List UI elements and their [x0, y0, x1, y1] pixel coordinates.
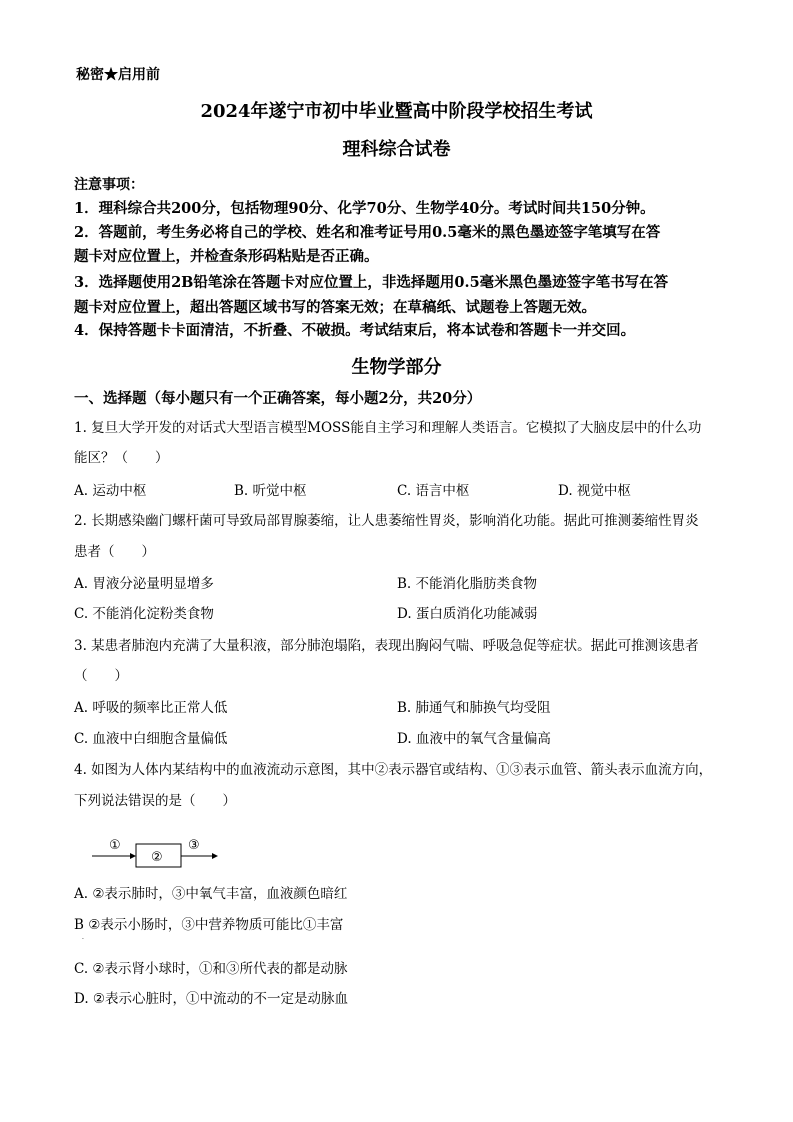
stray-dot: ·	[82, 936, 84, 943]
q3-stem-line2: （ ）	[74, 668, 128, 684]
q2-stem-line2: 患者（ ）	[74, 544, 155, 560]
label-vessel-1: ①	[109, 838, 121, 853]
q3-option-c: C. 血液中白细胞含量偏低	[74, 731, 228, 747]
section-title: 生物学部分	[351, 357, 442, 378]
q1-option-a: A. 运动中枢	[74, 483, 147, 499]
q3-stem-line1: 3. 某患者肺泡内充满了大量积液，部分肺泡塌陷，表现出胸闷气喘、呼吸急促等症状。据此可推测该患者	[74, 638, 699, 654]
exam-title: 2024年遂宁市初中毕业暨高中阶段学校招生考试	[200, 101, 593, 122]
vessel-3-arrowhead	[212, 853, 218, 859]
notice-line-6: 4．保持答题卡卡面清洁，不折叠、不破损。考试结束后，将本试卷和答题卡一并交回。	[74, 322, 636, 339]
q3-option-d: D. 血液中的氧气含量偏高	[397, 731, 551, 747]
part-heading: 一、选择题（每小题只有一个正确答案，每小题2分，共20分）	[74, 390, 482, 407]
q1-stem-line2: 能区？（ ）	[74, 450, 169, 466]
notice-line-3: 题卡对应位置上，并检查条形码粘贴是否正确。	[74, 248, 379, 265]
q1-option-b: B. 听觉中枢	[234, 483, 307, 499]
q4-stem-line2: 下列说法错误的是（ ）	[74, 793, 236, 809]
q4-option-d: D. ②表示心脏时，①中流动的不一定是动脉血	[74, 991, 349, 1007]
q1-stem-line1: 1. 复旦大学开发的对话式大型语言模型MOSS能自主学习和理解人类语言。它模拟了大脑皮层中的什么功	[74, 420, 702, 436]
vessel-1-arrowhead	[130, 853, 136, 859]
q4-option-a: A. ②表示肺时，③中氧气丰富，血液颜色暗红	[74, 886, 348, 902]
confidential-mark: 秘密★启用前	[76, 67, 160, 83]
q2-option-a: A. 胃液分泌量明显增多	[74, 576, 214, 592]
notice-line-5: 题卡对应位置上，超出答题区域书写的答案无效；在草稿纸、试题卷上答题无效。	[74, 299, 596, 316]
q3-option-a: A. 呼吸的频率比正常人低	[74, 700, 228, 716]
q4-option-b: B ②表示小肠时，③中营养物质可能比①丰富	[74, 917, 344, 933]
q2-option-c: C. 不能消化淀粉类食物	[74, 606, 214, 622]
label-vessel-3: ③	[188, 838, 200, 853]
q4-option-c: C. ②表示肾小球时，①和③所代表的都是动脉	[74, 961, 348, 977]
label-organ-2: ②	[151, 850, 163, 865]
notice-line-4: 3．选择题使用2B铅笔涂在答题卡对应位置上，非选择题用0.5毫米黑色墨迹签字笔书写在答	[74, 274, 669, 291]
q1-option-d: D. 视觉中枢	[558, 483, 631, 499]
notice-line-1: 1．理科综合共200分，包括物理90分、化学70分、生物学40分。考试时间共150分钟。	[74, 200, 655, 217]
q4-stem-line1: 4. 如图为人体内某结构中的血液流动示意图，其中②表示器官或结构、①③表示血管、箭头表示血流方向，	[74, 762, 713, 778]
q2-option-d: D. 蛋白质消化功能减弱	[397, 606, 538, 622]
blood-flow-diagram	[92, 834, 227, 874]
q1-option-c: C. 语言中枢	[397, 483, 470, 499]
q2-option-b: B. 不能消化脂肪类食物	[397, 576, 538, 592]
q3-option-b: B. 肺通气和肺换气均受阻	[397, 700, 551, 716]
q2-stem-line1: 2. 长期感染幽门螺杆菌可导致局部胃腺萎缩，让人患萎缩性胃炎，影响消化功能。据此可推测萎缩性胃炎	[74, 513, 699, 529]
paper-subtitle: 理科综合试卷	[342, 139, 451, 160]
notice-heading: 注意事项：	[74, 177, 144, 193]
notice-line-2: 2．答题前，考生务必将自己的学校、姓名和准考证号用0.5毫米的黑色墨迹签字笔填写在答	[74, 224, 661, 241]
